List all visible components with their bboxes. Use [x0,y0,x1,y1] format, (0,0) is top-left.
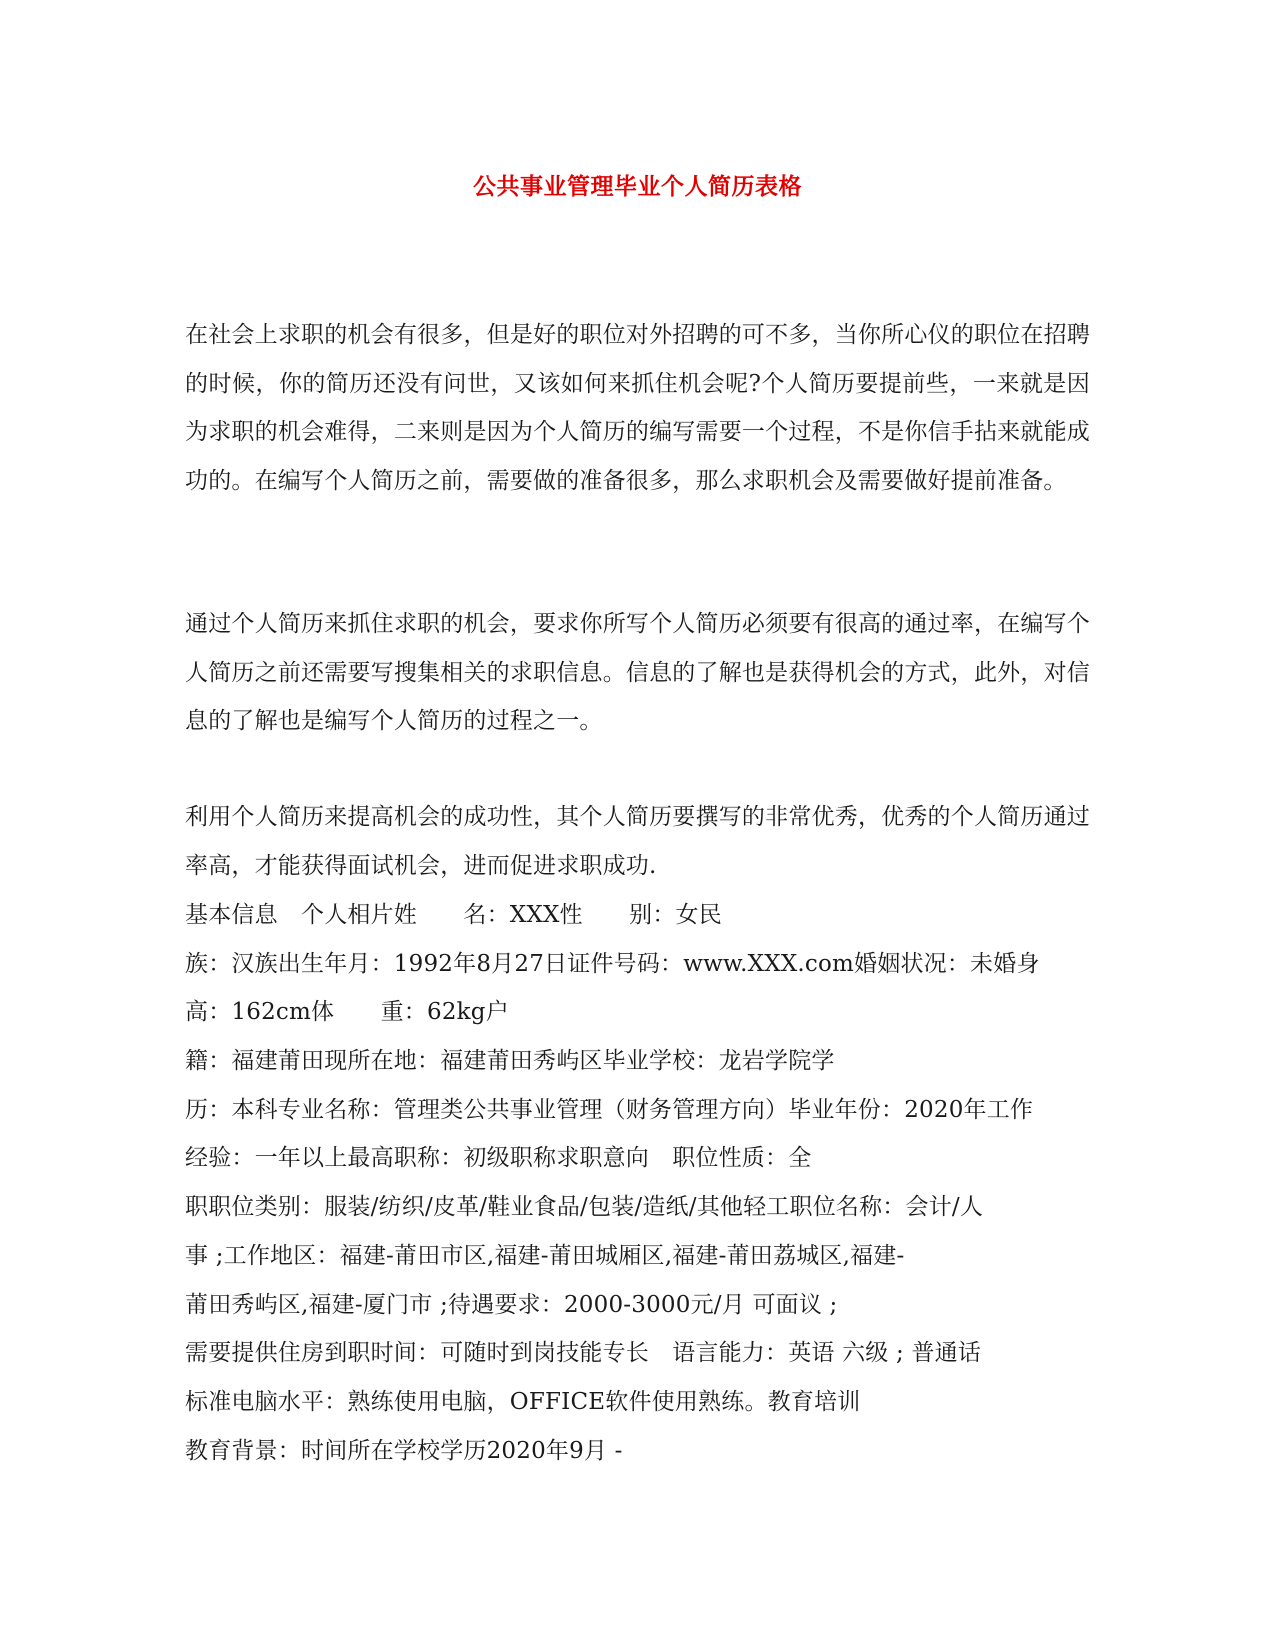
info-line-skills: 需要提供住房到职时间：可随时到岗技能专长 语言能力：英语 六级 ; 普通话 [185,1340,982,1367]
info-line-salary: 莆田秀屿区,福建-厦门市 ;待遇要求：2000-3000元/月 可面议 ; [185,1291,838,1318]
info-gathering-paragraph: 通过个人简历来抓住求职的机会，要求你所写个人简历必须要有很高的通过率，在编写个人简历之前还需要写搜集相关的求职信息。信息的了解也是获得机会的方式，此外，对信息的了解也是编写个人简历的过程之一。 [185,611,1090,734]
info-line-computer: 标准电脑水平：熟练使用电脑，OFFICE软件使用熟练。教育培训 [185,1388,861,1415]
info-line-job-category: 职职位类别：服装/纺织/皮革/鞋业食品/包装/造纸/其他轻工职位名称：会计/人 [185,1194,984,1221]
info-line-experience: 经验：一年以上最高职称：初级职称求职意向 职位性质：全 [185,1145,812,1172]
info-line-degree-major: 历：本科专业名称：管理类公共事业管理（财务管理方向）毕业年份：2020年工作 [185,1096,1034,1123]
info-line-ethnicity-birth: 族：汉族出生年月：1992年8月27日证件号码：www.XXX.com婚姻状况：未婚身 [185,950,1040,977]
intro-paragraph: 在社会上求职的机会有很多，但是好的职位对外招聘的可不多，当你所心仪的职位在招聘的时候，你的简历还没有问世，又该如何来抓住机会呢?个人简历要提前些，一来就是因为求职的机会难得，二来则是因为个人简历的编写需要一个过程，不是你信手拈来就能成功的。在编写个人简历之前，需要做的准备很多，那么求职机会及需要做好提前准备。 [185,322,1090,494]
success-paragraph: 利用个人简历来提高机会的成功性，其个人简历要撰写的非常优秀，优秀的个人简历通过率高，才能获得面试机会，进而促进求职成功. [185,804,1090,879]
info-line-education: 教育背景：时间所在学校学历2020年9月 - [185,1437,623,1464]
document-title: 公共事业管理毕业个人简历表格 [473,173,802,200]
info-line-work-area: 事 ;工作地区：福建-莆田市区,福建-莆田城厢区,福建-莆田荔城区,福建- [185,1242,905,1269]
info-line-height-weight: 高：162cm体 重：62kg户 [185,999,509,1026]
resume-info-block [185,891,1090,1475]
info-line-basic: 基本信息 个人相片姓 名：XXX性 别：女民 [185,902,722,928]
info-line-hometown-school: 籍：福建莆田现所在地：福建莆田秀屿区毕业学校：龙岩学院学 [185,1048,835,1075]
